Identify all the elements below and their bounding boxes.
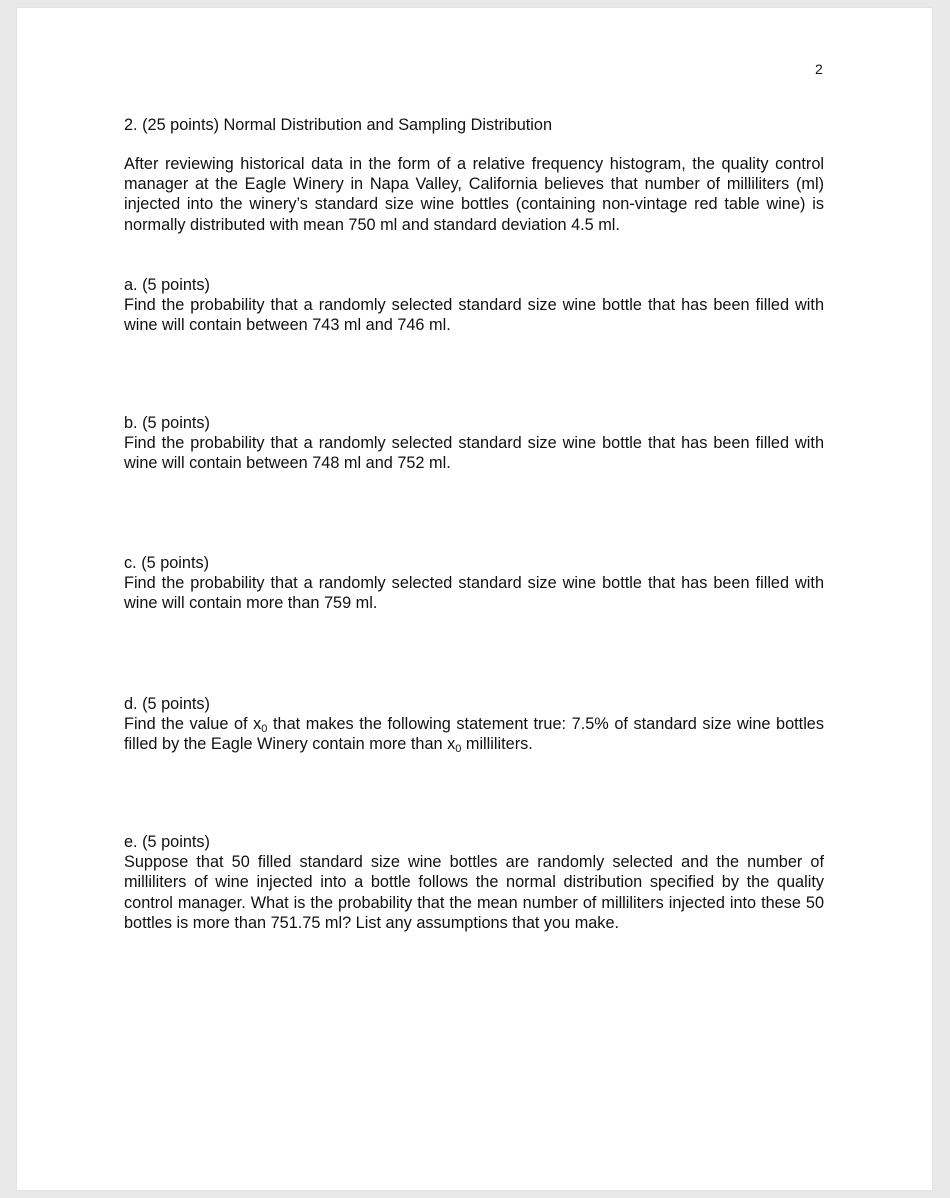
part-b-body: Find the probability that a randomly selected standard size wine bottle that has been filled with wine will contain between 748 ml and 752 ml. — [124, 434, 824, 473]
part-d-label: d. (5 points) — [124, 695, 210, 713]
page-number: 2 — [815, 61, 823, 77]
question-intro: After reviewing historical data in the form of a relative frequency histogram, the quality control manager at the Eagle Winery in Napa Valley, California believes that number of milliliters (ml) injected into the winery’s standard size wine bottles (containing non-vintage red table wine) is normally distributed with mean 750 ml and standard deviation 4.5 ml. — [124, 155, 824, 234]
part-d-text-2: that makes the following statement true: 7.5% of standard size wine bottles filled by the Eagle Winery contain more than x — [124, 715, 825, 754]
part-e-body: Suppose that 50 filled standard size wine bottles are randomly selected and the number of milliliters of wine injected into a bottle follows the normal distribution specified by the quality control manager. What is the probability that the mean number of milliliters injected into these 50 bottles is more than 751.75 ml? List any assumptions that you make. — [124, 853, 824, 932]
part-d — [124, 694, 824, 755]
question-heading: 2. (25 points) Normal Distribution and Sampling Distribution — [124, 116, 553, 134]
document-page — [17, 8, 932, 1190]
part-c-label: c. (5 points) — [124, 554, 210, 572]
x0-subscript-1: 0 — [261, 723, 268, 736]
part-a-label: a. (5 points) — [124, 276, 210, 294]
part-e — [124, 832, 824, 933]
part-d-text-1: Find the value of x — [124, 715, 262, 734]
part-d-text-3: milliliters. — [461, 735, 533, 754]
part-c-body: Find the probability that a randomly selected standard size wine bottle that has been filled with wine will contain more than 759 ml. — [124, 574, 824, 613]
part-b — [124, 413, 824, 474]
part-c — [124, 553, 824, 614]
part-a — [124, 275, 824, 336]
part-b-label: b. (5 points) — [124, 414, 210, 432]
x0-subscript-2: 0 — [455, 743, 462, 756]
part-d-body — [124, 714, 824, 754]
part-a-body: Find the probability that a randomly selected standard size wine bottle that has been filled with wine will contain between 743 ml and 746 ml. — [124, 296, 824, 335]
part-e-label: e. (5 points) — [124, 833, 210, 851]
